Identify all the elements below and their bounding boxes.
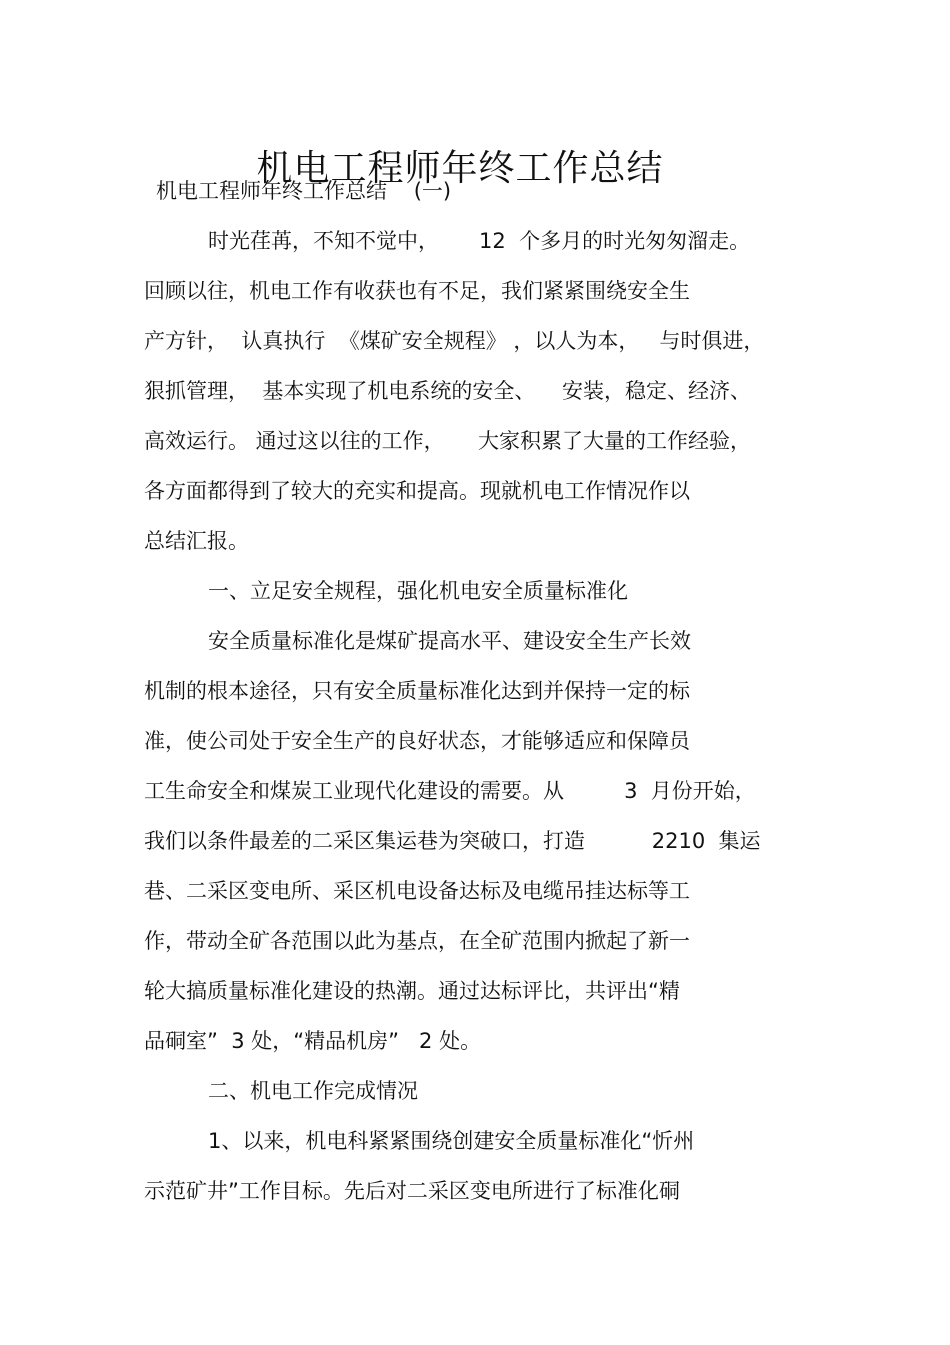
body-line: 回顾以往，机电工作有收获也有不足，我们紧紧围绕安全生 — [144, 279, 690, 303]
body-line: 总结汇报。 — [144, 529, 249, 553]
body-line: 机制的根本途径，只有安全质量标准化达到并保持一定的标 — [144, 679, 690, 703]
body-line: 巷、二采区变电所、采区机电设备达标及电缆吊挂达标等工 — [144, 879, 690, 903]
body-line: 工生命安全和煤炭工业现代化建设的需要。从 3 月份开始， — [144, 779, 756, 803]
body-line: 1、以来，机电科紧紧围绕创建安全质量标准化“忻州 — [208, 1129, 695, 1153]
section-heading: 一、立足安全规程，强化机电安全质量标准化 — [208, 579, 628, 603]
body-line: 狠抓管理， 基本实现了机电系统的安全、 安装，稳定、经济、 — [144, 379, 752, 403]
body-line: 轮大搞质量标准化建设的热潮。通过达标评比，共评出“精 — [144, 979, 680, 1003]
body-line: 时光荏苒，不知不觉中， 12 个多月的时光匆匆溜走。 — [208, 229, 751, 253]
body-line: 产方针， 认真执行 《煤矿安全规程》 ，以人为本， 与时俱进， — [144, 329, 765, 353]
document-title: 机电工程师年终工作总结 — [256, 148, 664, 190]
body-line: 作，带动全矿各范围以此为基点，在全矿范围内掀起了新一 — [144, 929, 690, 953]
body-line: 安全质量标准化是煤矿提高水平、建设安全生产长效 — [208, 629, 691, 653]
body-line: 高效运行。 通过这以往的工作， 大家积累了大量的工作经验， — [144, 429, 752, 453]
section-heading: 二、机电工作完成情况 — [208, 1079, 418, 1103]
subtitle-line: 机电工程师年终工作总结 (一) — [156, 179, 452, 203]
body-line: 我们以条件最差的二采区集运巷为突破口，打造 2210 集运 — [144, 829, 761, 853]
body-line: 各方面都得到了较大的充实和提高。现就机电工作情况作以 — [144, 479, 690, 503]
body-line: 示范矿井”工作目标。先后对二采区变电所进行了标准化硐 — [144, 1179, 680, 1203]
body-line: 准，使公司处于安全生产的良好状态，才能够适应和保障员 — [144, 729, 690, 753]
body-line: 品硐室” 3 处，“精品机房” 2 处。 — [144, 1029, 482, 1053]
